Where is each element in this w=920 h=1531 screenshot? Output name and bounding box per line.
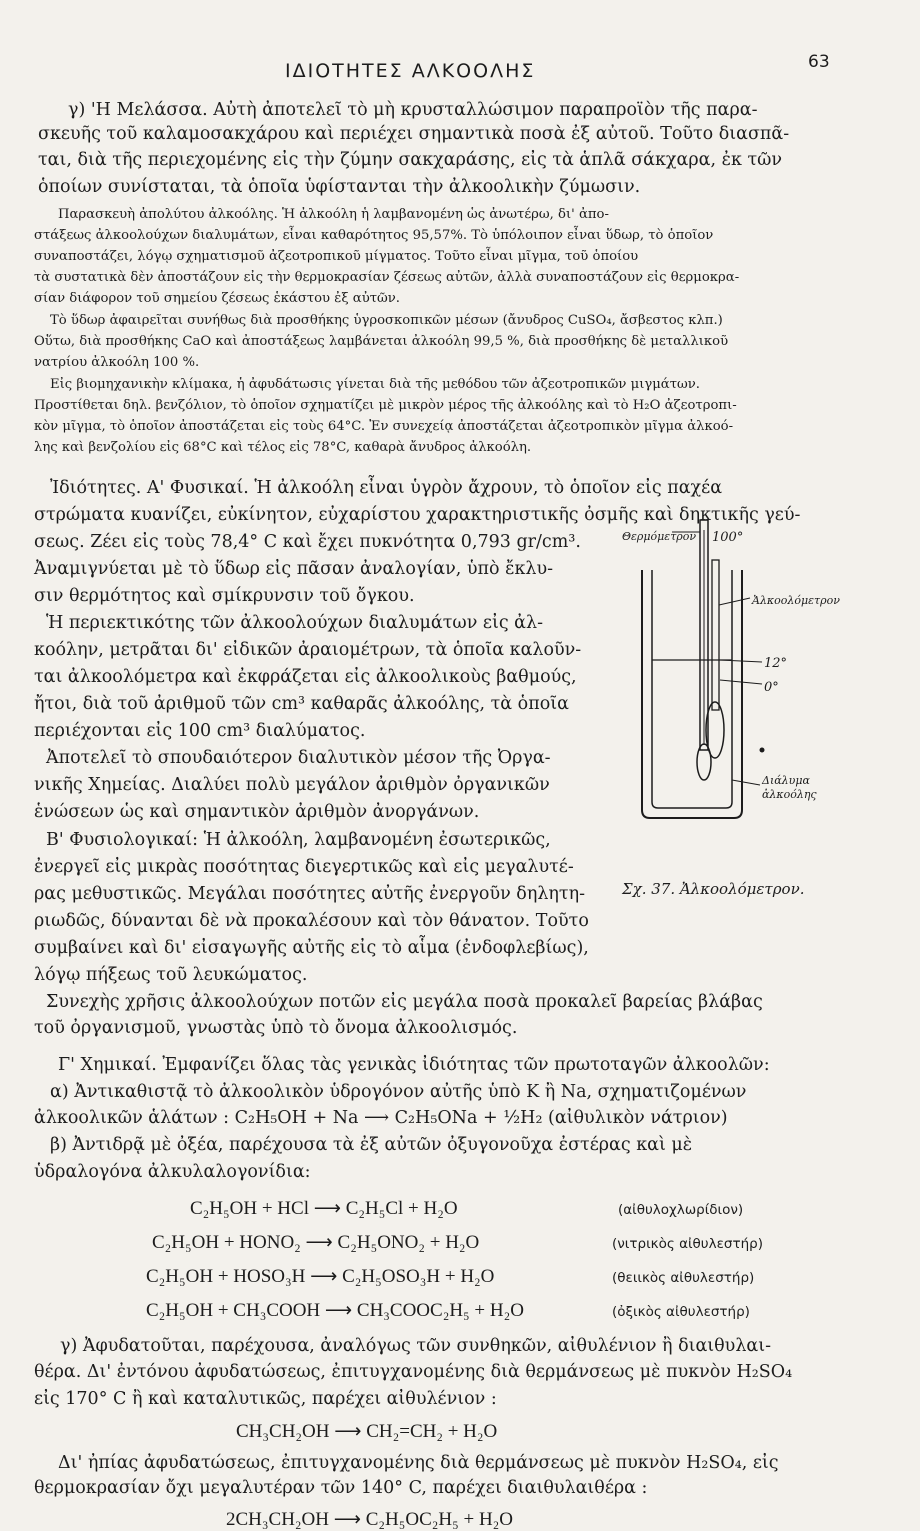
- text-line: στάξεως ἀλκοολούχων διαλυμάτων, εἶναι καθαρότητος 95,57%. Τὸ ὑπόλοιπον εἶναι ὕδωρ, τὸ ὁποῖον: [34, 228, 714, 243]
- text-line: Τὸ ὕδωρ ἀφαιρεῖται συνήθως διὰ προσθήκης ὑγροσκοπικῶν μέσων (ἄνυδρος CuSO₄, ἄσβεστος κλπ.): [50, 313, 723, 328]
- dot-mark: [760, 748, 765, 753]
- text-line: γ) 'Η Μελάσσα. Αὐτὴ ἀποτελεῖ τὸ μὴ κρυσταλλώσιμον παραπροϊὸν τῆς παρα-: [68, 100, 758, 120]
- text-line: ρας μεθυστικῶς. Μεγάλαι ποσότητες αὐτῆς ἐνεργοῦν δηλητη-: [34, 884, 585, 904]
- text-line: Β' Φυσιολογικαί: Ἡ ἀλκοόλη, λαμβανομένη ἐσωτερικῶς,: [46, 830, 551, 850]
- text-line: νικῆς Χημείας. Διαλύει πολὺ μεγάλον ἀριθμὸν ὀργανικῶν: [34, 775, 550, 795]
- text-line: Ἀποτελεῖ τὸ σπουδαιότερον διαλυτικὸν μέσον τῆς Ὀργα-: [46, 748, 551, 768]
- text-line: β) Ἀντιδρᾷ μὲ ὀξέα, παρέχουσα τὰ ἐξ αὐτῶν ὀξυγονοῦχα ἐστέρας καὶ μὲ: [50, 1135, 693, 1155]
- text-line: ται ἀλκοολόμετρα καὶ ἐκφράζεται εἰς ἀλκοολικοὺς βαθμούς,: [34, 667, 577, 687]
- text-line: Εἰς βιομηχανικὴν κλίμακα, ἡ ἀφυδάτωσις γίνεται διὰ τῆς μεθόδου τῶν ἀζεοτροπικῶν μιγμάτων.: [50, 377, 700, 392]
- leader-line: [719, 598, 750, 605]
- text-line: Ἀναμιγνύεται μὲ τὸ ὕδωρ εἰς πᾶσαν ἀναλογίαν, ὑπὸ ἔκλυ-: [34, 559, 554, 579]
- text-line: λόγῳ πήξεως τοῦ λευκώματος.: [34, 965, 308, 985]
- text-line: κὸν μῖγμα, τὸ ὁποῖον ἀποστάζεται εἰς τοὺς 64°C. Ἐν συνεχείᾳ ἀποστάζεται ἀζεοτροπικὸν μῖγμα ἀλκοό-: [34, 419, 734, 434]
- text-line: ἑνώσεων ὡς καὶ σημαντικὸν ἀριθμὸν ἀνοργάνων.: [34, 802, 480, 822]
- reaction-ethylene: CH₃CH₂OH ⟶ CH₂=CH₂ + H₂O: [236, 1421, 498, 1442]
- text-line: θερμοκρασίαν ὄχι μεγαλυτέραν τῶν 140° C, παρέχει διαιθυλαιθέρα :: [34, 1478, 648, 1498]
- text-line: ὑδραλογόνα ἀλκυλαλογονίδια:: [34, 1162, 311, 1182]
- text-line: εἰς 170° C ἢ καὶ καταλυτικῶς, παρέχει αἰθυλένιον :: [34, 1389, 497, 1409]
- label-solution: Διάλυμα: [762, 774, 810, 787]
- equation-formula: C₂H₅OH + HONO₂ ⟶ C₂H₅ONO₂ + H₂O: [152, 1232, 480, 1253]
- label-alcoholmeter: Ἀλκοολόμετρον: [752, 594, 840, 607]
- text-line: Ἡ περιεκτικότης τῶν ἀλκοολούχων διαλυμάτων εἰς ἀλ-: [46, 613, 544, 633]
- text-line: Δι' ἠπίας ἀφυδατώσεως, ἐπιτυγχανομένης διὰ θερμάνσεως μὲ πυκνὸν H₂SO₄, εἰς: [58, 1453, 779, 1473]
- label-100: 100°: [712, 530, 744, 545]
- reaction-ether: 2CH₃CH₂OH ⟶ C₂H₅OC₂H₅ + H₂O: [226, 1509, 514, 1530]
- text-line: τοῦ ὀργανισμοῦ, γνωστὰς ὑπὸ τὸ ὄνομα ἀλκοολισμός.: [34, 1018, 518, 1038]
- text-line: ται, διὰ τῆς περιεχομένης εἰς τὴν ζύμην σακχαράσης, εἰς τὰ ἁπλᾶ σάκχαρα, ἐκ τῶν: [38, 150, 783, 170]
- text-line: Οὕτω, διὰ προσθήκης CaO καὶ ἀποστάξεως λαμβάνεται ἀλκοόλη 99,5 %, διὰ προσθήκης δὲ μεταλλικοῦ: [34, 334, 729, 349]
- text-line: ἐνεργεῖ εἰς μικρὰς ποσότητας διεγερτικῶς καὶ εἰς μεγαλυτέ-: [34, 857, 574, 877]
- equation-formula: C₂H₅OH + CH₃COOH ⟶ CH₃COOC₂H₅ + H₂O: [146, 1300, 524, 1321]
- text-line: ἤτοι, διὰ τοῦ ἀριθμοῦ τῶν cm³ καθαρᾶς ἀλκοόλης, τὰ ὁποῖα: [34, 694, 569, 714]
- text-line: Γ' Χημικαί. Ἐμφανίζει ὅλας τὰς γενικὰς ἰδιότητας τῶν πρωτοταγῶν ἀλκοολῶν:: [58, 1055, 770, 1075]
- text-line: ριωδῶς, δύνανται δὲ νὰ προκαλέσουν καὶ τὸν θάνατον. Τοῦτο: [34, 911, 589, 931]
- equation-formula: C₂H₅OH + HOSO₃H ⟶ C₂H₅OSO₃H + H₂O: [146, 1266, 495, 1287]
- text-line: σκευῆς τοῦ καλαμοσακχάρου καὶ περιέχει σημαντικὰ ποσὰ ἐξ αὐτοῦ. Τοῦτο διασπᾶ-: [38, 124, 790, 144]
- text-line: λης καὶ βενζολίου εἰς 68°C καὶ τέλος εἰς 78°C, καθαρὰ ἄνυδρος ἀλκοόλη.: [34, 440, 532, 455]
- text-line: Παρασκευὴ ἀπολύτου ἀλκοόλης. Ἡ ἀλκοόλη ἡ λαμβανομένη ὡς ἀνωτέρω, δι' ἀπο-: [58, 207, 609, 222]
- figure-caption: Σχ. 37. Ἀλκοολόμετρον.: [622, 880, 805, 898]
- equation-name: (αἰθυλοχλωρίδιον): [618, 1202, 744, 1218]
- equation-name: (θειικὸς αἰθυλεστήρ): [612, 1270, 755, 1286]
- text-line: σιν θερμότητος καὶ σμίκρυνσιν τοῦ ὄγκου.: [34, 586, 415, 606]
- text-line: κοόλην, μετρᾶται δι' εἰδικῶν ἀραιομέτρων, τὰ ὁποῖα καλοῦν-: [34, 640, 582, 660]
- label-thermometer: Θερμόμετρον: [622, 530, 697, 543]
- text-line: Προστίθεται δηλ. βενζόλιον, τὸ ὁποῖον σχηματίζει μὲ μικρὸν μέρος τῆς ἀλκοόλης καὶ τὸ H₂O ἀζεοτροπι-: [34, 398, 737, 413]
- cylinder-outline: [642, 570, 742, 818]
- label-12: 12°: [764, 656, 788, 671]
- text-line: τὰ συστατικὰ δὲν ἀποστάζουν εἰς τὴν θερμοκρασίαν ζέσεως αὐτῶν, ἀλλὰ συναποστάζουν εἰς θερμοκρα-: [34, 270, 740, 285]
- label-solution: ἀλκοόλης: [762, 788, 817, 801]
- text-line: σίαν διάφορον τοῦ σημείου ζέσεως ἑκάστου ἐξ αὐτῶν.: [34, 291, 400, 306]
- equation-name: (ὀξικὸς αἰθυλεστήρ): [612, 1304, 750, 1320]
- cylinder-inner: [652, 570, 732, 808]
- text-line: Ἰδιότητες. Α' Φυσικαί. Ἡ ἀλκοόλη εἶναι ὑγρὸν ἄχρουν, τὸ ὁποῖον εἰς παχέα: [50, 478, 723, 498]
- text-line: θέρα. Δι' ἐντόνου ἀφυδατώσεως, ἐπιτυγχανομένης διὰ θερμάνσεως μὲ πυκνὸν H₂SO₄: [34, 1362, 793, 1382]
- text-line: νατρίου ἀλκοόλη 100 %.: [34, 355, 200, 370]
- running-header: ΙΔΙΟΤΗΤΕΣ ΑΛΚΟΟΛΗΣ: [285, 60, 536, 82]
- label-0: 0°: [764, 680, 779, 695]
- text-line: γ) Ἀφυδατοῦται, παρέχουσα, ἀναλόγως τῶν συνθηκῶν, αἰθυλένιον ἢ διαιθυλαι-: [60, 1336, 772, 1356]
- hydrometer-stem: [712, 560, 719, 710]
- equation-formula: C₂H₅OH + HCl ⟶ C₂H₅Cl + H₂O: [190, 1198, 458, 1219]
- leader-line: [732, 780, 760, 785]
- page-number: 63: [808, 52, 830, 72]
- text-line: στρώματα κυανίζει, εὐκίνητον, εὐχαρίστου χαρακτηριστικῆς ὀσμῆς καὶ δηκτικῆς γεύ-: [34, 505, 801, 525]
- text-line: ἀλκοολικῶν ἁλάτων : C₂H₅OH + Na ⟶ C₂H₅ONa + ½H₂ (αἰθυλικὸν νάτριον): [34, 1108, 728, 1128]
- text-line: συμβαίνει καὶ δι' εἰσαγωγῆς αὐτῆς εἰς τὸ αἷμα (ἐνδοφλεβίως),: [34, 938, 589, 958]
- text-line: περιέχονται εἰς 100 cm³ διαλύματος.: [34, 721, 366, 741]
- equation-name: (νιτρικὸς αἰθυλεστήρ): [612, 1236, 763, 1252]
- text-line: Συνεχὴς χρῆσις ἀλκοολούχων ποτῶν εἰς μεγάλα ποσὰ προκαλεῖ βαρείας βλάβας: [46, 992, 763, 1012]
- text-line: σεως. Ζέει εἰς τοὺς 78,4° C καὶ ἔχει πυκνότητα 0,793 gr/cm³.: [34, 532, 581, 552]
- text-line: α) Ἀντικαθιστᾷ τὸ ἀλκοολικὸν ὑδρογόνον αὐτῆς ὑπὸ K ἢ Na, σχηματιζομένων: [50, 1082, 747, 1102]
- text-line: συναποστάζει, λόγῳ σχηματισμοῦ ἀζεοτροπικοῦ μίγματος. Τοῦτο εἶναι μῖγμα, τοῦ ὁποίου: [34, 249, 639, 264]
- text-line: ὁποίων συνίσταται, τὰ ὁποῖα ὑφίστανται τὴν ἀλκοολικὴν ζύμωσιν.: [38, 177, 641, 197]
